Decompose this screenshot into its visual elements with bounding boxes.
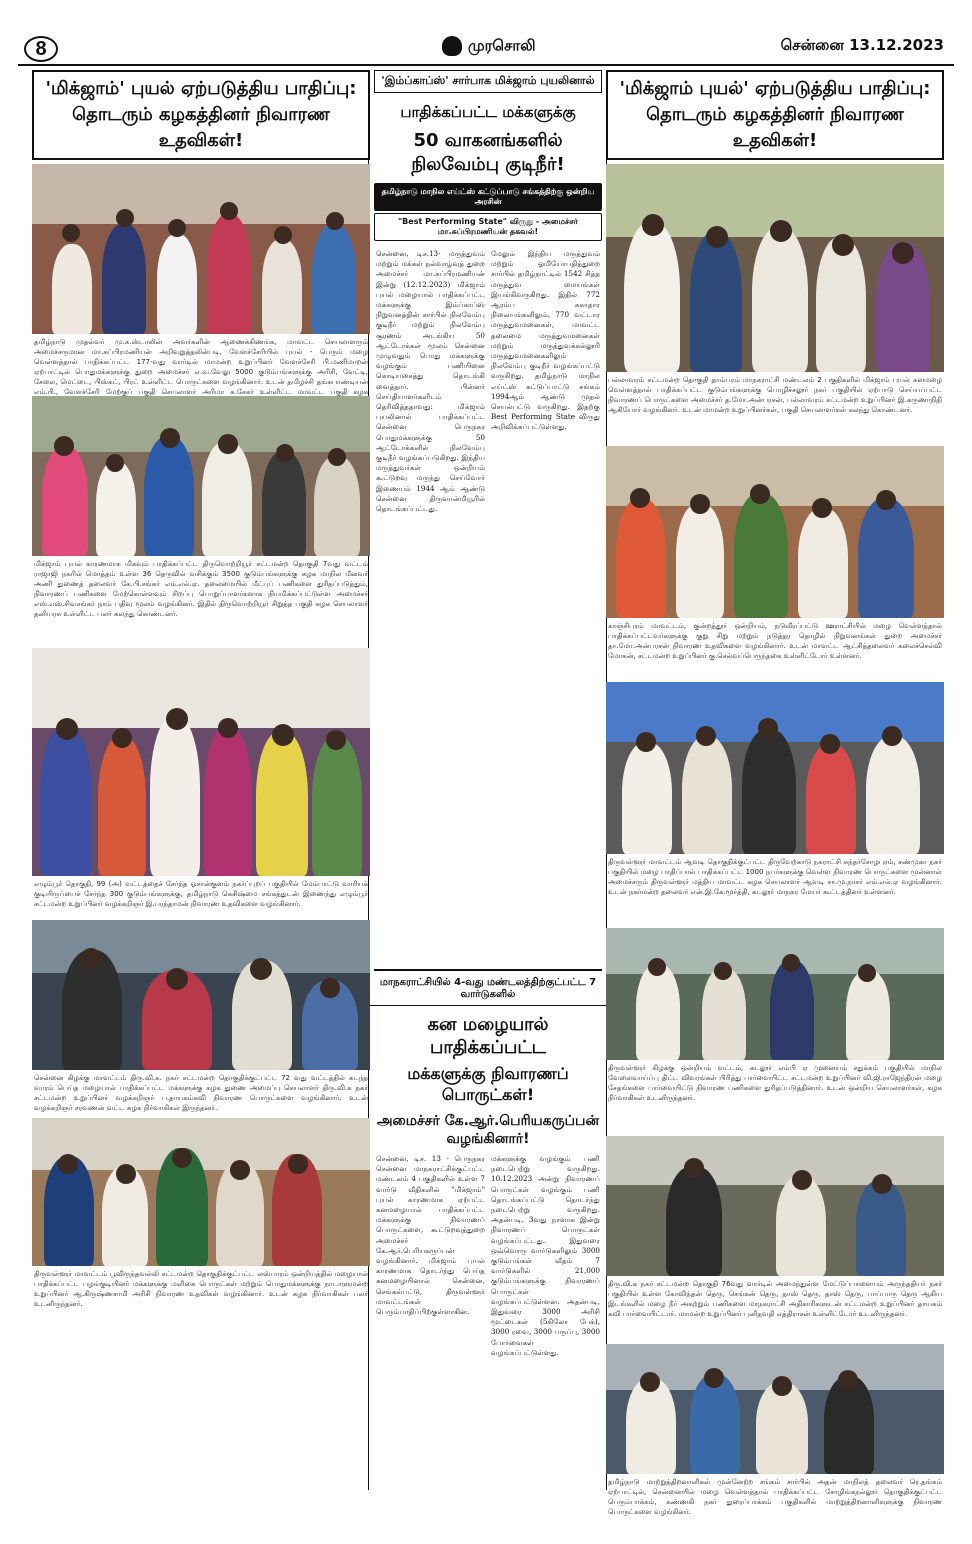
article-body-col: சென்னை, டிச.13- மருத்துவம் மற்றும் மக்கள் நல்வாழ்வுத் துறை அமைச்சர் மா.சுப்பிரமணியன் இன்று (12.12.2023) மிக்ஜாம் புயல் மழையால் பாதிக்கப்பட்ட மக்களுக்கு இம்ப்காப்ஸ் நிறுவனத்தின் சார்பில் நிலவேம்பு குடிநீர் மற்றும் நிலவேம்பு சூரணம் அடங்கிய 50 ஆட்டோக்கள் மூலம் சென்னை முழுவதும் பொது மக்களுக்கு வழங்கும் பணியினை கொடியசைத்து தொடங்கி வைத்தார். பின்னர் செய்தியாளர்களிடம் தெரிவித்ததாவது: மிக்ஜாம் புயலினால் பாதிக்கப்பட்ட சென்னை பெருநகர பொதுமக்களுக்கு 50 ஆட்டோக்களில் நிலவேம்பு குடிநீர் வழங்கப்படுகிறது. இந்திய மருத்துவர்கள் ஒன்றியம் கூட்டுறவு மருந்து செய்வோர் இணையம் 1944 ஆம் ஆண்டு சென்னை திருவான்மியூரில் தொடங்கப்பட்டது. — [376, 249, 485, 514]
left-headline-line1: 'மிக்ஜாம்' புயல் ஏற்படுத்திய பாதிப்பு: — [45, 78, 357, 99]
article-strip-2: "Best Performing State" விருது - அமைச்சர் மா.சுப்பிரமணியன் தகவல்! — [374, 213, 602, 241]
article2-headline: கன மழையால் பாதிக்கப்பட்ட — [427, 1014, 549, 1058]
left-headline-line2: தொடரும் கழகத்தினர் நிவாரண உதவிகள்! — [72, 104, 330, 151]
brand-logo-icon — [442, 36, 462, 56]
article-body — [370, 243, 606, 963]
article2-headline-line2: மக்களுக்கு நிவாரணப் பொருட்கள்! — [407, 1064, 569, 1104]
photo-caption: பல்லாவரம் சட்டமன்ற தொகுதி தாம்பரம் மாநகராட்சி மண்டலம் 2 பகுதிகளில் மிக்ஜாம் புயல் கனமழை வெள்ளத்தால் பாதிக்கப்பட்ட குடும்பங்களுக்கு பொழிச்சலூர் நகர் பகுதியில் ஏற்பாடு செய்யப்பட்ட நிவாரணப் பொருட்களை அமைச்சர் த.மோ.அன்பரசன், பல்லாவரம் சட்டமன்ற உறுப்பினர் இ.கருணாநிதி ஆகியோர் வழங்கினர். உடன் மாமன்ற உறுப்பினர்கள், பகுதி செயலாளர்கள் கலந்து கொண்டனர். — [608, 376, 942, 414]
right-headline-line1: 'மிக்ஜாம் புயல்' ஏற்படுத்திய பாதிப்பு: — [619, 78, 931, 99]
photo-relief-distribution — [606, 682, 944, 854]
photo-caption: தமிழ்நாடு முதல்வர் மு.க.ஸ்டாலின் அவர்களின் ஆணைக்கிணங்க, மாவட்ட செயலாளரும் அமைச்சருமான மா.சுப்பிரமணியன் அறிவுறுத்தலின்படி, வேளச்சேரியில் புயல் - பெரும் மழை வெள்ளத்தால் பாதிக்கப்பட்ட 177-வது வார்டில் மாமன்ற உறுப்பினர் வேளச்சேரி பி.மணிமாறன் ஏற்பாட்டில் பொதுமக்களுக்கு துறை அமைச்சர் எ.வ.வேலு 5000 குடும்பங்களுக்கு அரிசி, வேட்டி, சேலை, மெட்டை, பிஸ்கட், பிரட் உள்ளிட்ட பொருட்களை வழங்கினார். உடன் தமிழச்சி தங்கபாண்டியன் எம்.பி., வேளச்சேரி மேற்குப் பகுதி செயலாளர் அரிமா சு.சேகர் உள்ளிட்ட மாவட்ட பகுதி கழக — [34, 338, 368, 396]
middle-column — [370, 70, 606, 1528]
brand — [442, 36, 536, 57]
right-headline-line2: தொடரும் கழகத்தினர் நிவாரண உதவிகள்! — [646, 104, 904, 151]
photo-relief-distribution — [606, 446, 944, 618]
article2-kicker: மாநகராட்சியில் 4-வது மண்டலத்திற்குட்பட்ட 7 வார்டுகளில் — [370, 977, 606, 1006]
article-divider — [374, 969, 602, 971]
article2-subhead: அமைச்சர் கே.ஆர்.பெரியகருப்பன் வழங்கினார்! — [376, 1113, 600, 1147]
photo-relief-distribution — [32, 396, 370, 556]
article-body-col: மேலும் இந்திய மருத்துவம் மற்றும் ஓமியோபதித்துறை சார்பில் தமிழ்நாட்டில் 1542 சித்த மருத்துவ மையங்கள் இயங்கிவருகிறது. இதில் 772 ஆரம்ப சுகாதார நிலையங்களிலும், 770 வட்டார மருத்துவமனைகள், மாவட்ட தலைமை மருத்துவமனைகள் மற்றும் மருத்துவக்கல்லூரி மருத்துவமனைகளிலும் நிலவேம்பு குடிநீர் வழங்கப்பட்டு வருகிறது. தமிழ்நாடு மாநில எய்ட்ஸ் கட்டுப்பாட்டு சங்கம் 1994ஆம் ஆண்டு முதல் செயல்பட்டு வருகிறது. இதற்கு Best Performing State விருது அறிவிக்கப்பட்டுள்ளது. — [491, 249, 600, 432]
photo-relief-distribution — [606, 164, 944, 372]
article2-body-col: மக்களுக்கு வழங்கும் பணி நடைபெற்று வருகிறது. 10.12.2023 அன்று நிவாரணப் பொருட்கள் வழங்கும் பணி தொடங்கப்பட்டு தொடர்ந்து நடைபெற்று வருகிறது. அதன்படி, 3வது நாளாக இன்று நிவாரணப் பொருட்கள் வழங்கப்பட்டது. இதுவரை ஒவ்வொரு வார்டுகளிலும் 3000 குடும்பங்கள் வீதம் 7 வார்டுகளில் 21,000 குடும்பங்களுக்கு நிவாரணப் பொருட்கள் வழங்கப்பட்டுள்ளன. அதன்படி, இதுவரை 3000 அரிசி மூட்டைகள் (5கிலோ பேக்), 3000 ரவை, 3000 பருப்பு, 3000 போர்வைகள் வழங்கப்பட்டுள்ளது. — [491, 1154, 600, 1357]
photo-relief-distribution — [32, 920, 370, 1070]
photo-caption: சென்னை கிழக்கு மாவட்டம் திரு.வி.க. நகர் சட்டமன்ற தொகுதிக்குட்பட்ட 72 வது வட்டத்தில் கடந்த வாரம் பெய்த மழையால் பாதிக்கப்பட்ட மக்களுக்கு கழக துணை அமைப்பு செயலாளர் திரு.வி.க நகர் சட்டமன்ற உறுப்பினர் வழக்கறிஞர் ப.தாயகம்கவி நிவாரண பொருட்களை வழங்கினார். உடன் வழக்கறிஞர் சரவணன் வட்ட கழக நிர்வாகிகள் இருந்தனர். — [34, 1074, 368, 1112]
article-strip: தமிழ்நாடு மாநில எய்ட்ஸ் கட்டுப்பாடு சங்கத்திற்கு ஒன்றிய அரசின் — [374, 183, 602, 211]
photo-caption: மிக்ஜாம் புயல் காரணமாக மிகவும் பாதிக்கப்பட்ட திருவொற்றியூர் சட்டமன்ற தொகுதி 7வது வட்டம் ராஜாஜி நகரில் மொத்தம் உள்ள 36 தெருவில் வசிக்கும் 3500 குடும்பங்களுக்கு கழக மாநில மீனவர் அணி துணைத் தலைவர் கே.பி.சங்கர் எம்.எல்.ஏ. தலைமையில் மீட்புப் பணிகளை துரிதப்படுத்தும், நிவாரணப் பணிகளை மேற்கொள்ளவும் சிறப்பு பொறுப்பாளர்களாக நியமிக்கப்பட்டுள்ள அமைச்சர் எஸ்.எஸ்.சிவசங்கர் நாம் பதிவு மூலம் வழங்கினர். இதில் திருவொற்றியூர் சிறுத்த பகுதி கழக செயலாளர் தனியரசு உள்ளிட்ட பலர் கலந்து கொண்டனர். — [34, 560, 368, 618]
photo-relief-distribution — [32, 648, 370, 876]
edition-date: சென்னை 13.12.2023 — [780, 36, 944, 54]
photo-caption: திரு.வி.க நகர் சட்டமன்ற தொகுதி 76வது வார்டில் அமைந்துள்ள மேட்டுப்பாளையம் அருந்ததியர் நகர் பகுதியில் உள்ள கோவிந்தன் தெரு, செங்கன் தெரு, தாஸ் தெரு, தாஸ் தெரு, பாப்பாரு தெரு ஆகிய இடங்களில் மழை நீர் அகற்றும் பணிகளை மாநகராட்சி அதிகாரிகளுடன் சட்டமன்ற உறுப்பினர் தாயகம் கவி பார்வையிட்டார். மாமன்ற உறுப்பினர் புனிதவதி எத்திராசன் உள்ளிட்டோர் உடனிருந்தனர். — [608, 1280, 942, 1318]
right-headline — [606, 70, 944, 160]
article-kicker: 'இம்ப்காப்ஸ்' சார்பாக மிக்ஜாம் புயலினால் — [374, 70, 602, 93]
photo-caption: திருவள்ளூர் கிழக்கு ஒன்றியம் வட்டம், கடலூர் எம்பி ஏ முனையம் சதுக்கம் பகுதியில் மாநில வேலைவாய்ப்பு திட்ட விவரங்கள் பிரித்து பார்வையிட்ட சட்டமன்ற உறுப்பினர் வி.ஜி.ராஜேந்திரன் மழை சேதங்களை பார்வையிட்டு நிவாரண பணிகளை துரிதப்படுத்தினார். உடன் ஒன்றிய செயலாளர்கள், கழக நிர்வாகிகள் உடனிருந்தனர். — [608, 1064, 942, 1102]
masthead — [0, 0, 972, 64]
photo-relief-distribution — [32, 1118, 370, 1266]
photo-caption: தமிழ்நாடு மாற்றுத்திறனாளிகள் முன்னேற்ற சங்கம் சார்பில் அதன் மாநிலத் தலைவர் ரெ.தங்கம் ஏற்பாட்டில், சென்னையில் மழை வெள்ளத்தால் பாதிக்கப்பட்ட சோழிங்கநல்லூர் தொகுதிக்குட்பட்ட பெரும்பாக்கம், கண்ணகி நகர் துரைப்பாக்கம் பகுதிகளில் மாற்றுத்திறனாளிகளுக்கு நிவாரண பொருட்களை வழங்கினர். — [608, 1478, 942, 1516]
photo-caption: எழும்பூர் தொகுதி, 99 (அ) வட்டத்தைச் சேர்ந்த ஓசான்குளம் நகர்ப்புறப் பகுதியில் மேம்பாட்டு வாரியக் குடியிருப்பைச் சேர்ந்த 300 குடும்பங்களுக்கு, தமிழ்நாடு கெசிஷ்மை சங்கத்துடன் இணைந்து எழும்பூர் சட்டமன்ற உறுப்பினர் வழக்கறிஞர் இ.பரந்தாமன் நிவாரண உதவிகளை வழங்கினார். — [34, 880, 368, 908]
left-headline — [32, 70, 370, 160]
photo-caption: திருவள்ளூர் மாவட்டம் பூவிருந்தவல்லி சட்டமன்ற தொகுதிக்குட்பட்ட லஸ்பாரம் ஒன்றியத்தில் மழையால் பாதிக்கப்பட்ட பழங்குடியினர் மக்களுக்கு மளிகை பொருட்கள் மற்றும் பொதுமக்களுக்கு நாடாளுமன்ற உறுப்பினர் ஆ.கிருஷ்ணசாமி அரிசி நிவாரண உதவிகள் வழங்கினார். உடன் கழக நிர்வாகிகள் பலர் உடனிருந்தனர். — [34, 1270, 368, 1308]
article-headline-line2: 50 வாகனங்களில் நிலவேம்பு குடிநீர்! — [411, 130, 565, 175]
photo-relief-distribution — [606, 1344, 944, 1474]
photo-site-inspection — [606, 928, 944, 1060]
photo-site-inspection — [606, 1136, 944, 1276]
photo-caption: திருவள்ளூர் மாவட்டம் ஆவடி தொகுதிக்குட்பட்ட திருவேற்காடு நகராட்சி சுந்தர்சோழபுரம், சண்முகா நகர் பகுதியில் மழை பாதிப்பால் பாதிக்கப்பட்ட 1000 நபர்களுக்கு வெள்ள நிவாரண பொருட்களை முன்னாள் அமைச்சரும் திருவள்ளூர் மத்திய மாவட்ட கழக செயலாளர் ஆவடி சா.மு.நாசர் எம்.எல்.ஏ வழங்கினார். உடன் நகர்மன்ற தலைவர் என்.இ.கே.மூர்த்தி, கடலூர் மாநகர மேயர் கூட்டத்தினர் உள்ளனர். — [608, 858, 942, 896]
brand-name: முரசொலி — [468, 36, 536, 55]
article2-body — [370, 1148, 606, 1528]
photo-caption: காஞ்சிபுரம் மாவட்டம், குன்றத்தூர் ஒன்றியம், நடுவீரப்பட்டு ஊராட்சியில் மழை வெள்ளத்தால் பாதிக்கப்பட்டவர்களுக்கு குறு சிறு மற்றும் நடுத்தர தொழில் நிறுவனங்கள் துறை அமைச்சர் தா.மோ.அன்பரசன் நிவாரண உதவிகளை வழங்கினார். உடன் மாவட்ட ஆட்சித்தலைவர் கலைச்செல்வி மோகன், சட்டமன்ற உறுப்பினர் கு.செல்வப்பெருந்தகை உள்ளிட்டோர் உள்ளனர். — [608, 622, 942, 660]
article-headline: பாதிக்கப்பட்ட மக்களுக்கு — [400, 103, 576, 121]
left-column — [32, 70, 370, 1344]
masthead-rule — [18, 64, 954, 66]
article2-body-col: சென்னை, டிச. 13 - பெருநகர சென்னை மாநகராட்சிக்குட்பட்ட மண்டலம் 4 பகுதிகளில் உள்ள 7 வார்டு வீதிகளில் "மிக்ஜாம்" புயல் காரணமாக ஏற்பட்ட கனமழையால் பாதிக்கப்பட்ட மக்களுக்கு நிவாரணப் பொருட்களை, கூட்டுறவுத்துறை அமைச்சர் கே.ஆர்.பெரியகருப்பன் வழங்கினார். மிக்ஜாம் புயல் காரணமாக தொடர்ந்து பெய்த கனமழையினால் சென்னை, செங்கல்பட்டு, திருவள்ளூர் மாவட்டங்கள் பெரும்பாதிப்பிற்குள்ளாகின. — [376, 1154, 485, 1317]
page-number: 8 — [24, 36, 58, 62]
right-column — [606, 70, 944, 1544]
photo-relief-distribution — [32, 164, 370, 334]
